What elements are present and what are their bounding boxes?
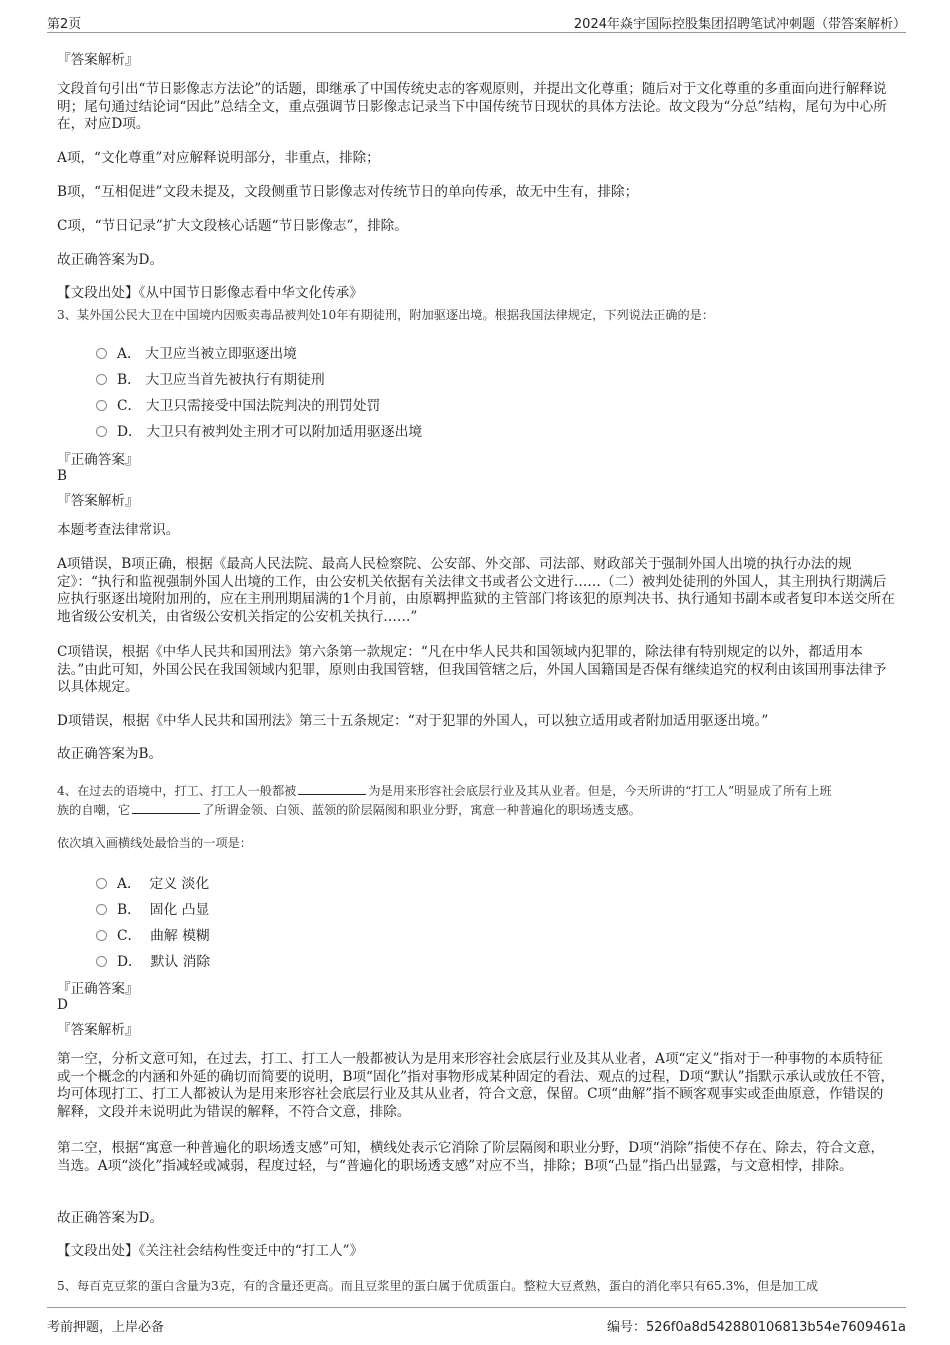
analysis-paragraph: D项错误，根据《中华人民共和国刑法》第三十五条规定：“对于犯罪的外国人，可以独立适用或者附加适用驱逐出境。”	[57, 713, 769, 729]
analysis-paragraph: 本题考查法律常识。	[57, 522, 180, 538]
option-c[interactable]	[96, 394, 380, 414]
document-title: 2024年焱宇国际控股集团招聘笔试冲刺题（带答案解析）	[573, 17, 906, 32]
analysis-label: 『答案解析』	[57, 1022, 139, 1038]
option-key: B．	[117, 372, 141, 388]
option-text: 大卫只有被判处主刑才可以附加适用驱逐出境	[146, 424, 423, 440]
question-text: 4、在过去的语境中，打工、打工人一般都被 为是用来形容社会底层行业及其从业者。但是，今天所讲的“打工人”明显成了所有上班 族的自嘲，它 了所谓金领、白领、蓝领的阶层隔阂和职业分野，寓意一种普遍化的职场透支感。	[57, 784, 832, 817]
analysis-paragraph: C项，“节日记录”扩大文段核心话题“节日影像志”，排除。	[57, 218, 408, 234]
radio-icon[interactable]	[96, 956, 107, 967]
page-footer	[47, 1307, 906, 1338]
question-text: 5、每百克豆浆的蛋白含量为3克，有的含量还更高。而且豆浆里的蛋白属于优质蛋白。整粒大豆煮熟，蛋白的消化率只有65.3%，但是加工成	[57, 1279, 819, 1293]
analysis-label: 『答案解析』	[57, 52, 139, 68]
analysis-paragraph: 故正确答案为D。	[57, 252, 164, 268]
radio-icon[interactable]	[96, 426, 107, 437]
analysis-paragraph: A项错误，B项正确，根据《最高人民法院、最高人民检察院、公安部、外交部、司法部、财政部关于强制外国人出境的执行办法的规定》：“执行和监视强制外国人出境的工作，由公安机关依据有关法律文书或者公文进行……（二）被判处徒刑的外国人，其主刑执行期满后应执行驱逐出境附加刑的，应在主刑刑期届满的1个月前，由原羁押监狱的主管部门将该犯的原判决书、执行通知书副本或者复印本送交所在地省级公安机关，由省级公安机关指定的公安机关执行……”	[57, 556, 895, 625]
analysis-paragraph: A项，“文化尊重”对应解释说明部分，非重点，排除；	[57, 150, 380, 166]
option-text: 大卫应当被立即驱逐出境	[145, 346, 297, 362]
correct-answer-label: 『正确答案』	[57, 452, 139, 468]
correct-answer-label: 『正确答案』	[57, 981, 139, 997]
fill-blank	[298, 782, 366, 795]
source-citation: 【文段出处】《从中国节日影像志看中华文化传承》	[57, 285, 363, 301]
footer-slogan: 考前押题，上岸必备	[47, 1320, 165, 1335]
analysis-label: 『答案解析』	[57, 493, 139, 509]
option-a[interactable]	[96, 872, 209, 892]
option-text: 大卫只需接受中国法院判决的刑罚处罚	[145, 398, 381, 414]
analysis-paragraph: 文段首句引出“节日影像志方法论”的话题，即继承了中国传统史志的客观原则，并提出文化尊重；随后对于文化尊重的多重面向进行解释说明；尾句通过结论词“因此”总结全文，重点强调节日影像志记录当下中国传统节日现状的具体方法论。故文段为“分总”结构，尾句为中心所在，对应D项。	[57, 81, 887, 132]
fill-blank	[132, 801, 200, 814]
source-citation: 【文段出处】《关注社会结构性变迁中的“打工人”》	[57, 1243, 364, 1259]
analysis-paragraph: 故正确答案为B。	[57, 746, 163, 762]
option-key: C．	[117, 398, 142, 414]
option-b[interactable]	[96, 898, 209, 918]
option-text: 大卫应当首先被执行有期徒刑	[145, 372, 325, 388]
option-c[interactable]	[96, 924, 210, 944]
analysis-paragraph: 故正确答案为D。	[57, 1210, 164, 1226]
option-text: 默认 消除	[150, 954, 211, 970]
radio-icon[interactable]	[96, 348, 107, 359]
option-text: 定义 淡化	[149, 876, 210, 892]
page-number: 第2页	[47, 17, 82, 32]
option-a[interactable]	[96, 342, 297, 362]
option-key: A．	[117, 876, 141, 892]
option-key: C．	[117, 928, 142, 944]
analysis-paragraph: B项，“互相促进”文段未提及，文段侧重节日影像志对传统节日的单向传承，故无中生有，排除；	[57, 184, 639, 200]
analysis-paragraph: 第二空，根据“寓意一种普遍化的职场透支感”可知，横线处表示它消除了阶层隔阂和职业分野，D项“消除”指使不存在、除去，符合文意，当选。A项“淡化”指减轻或减弱，程度过轻，与“普遍化的职场透支感”对应不当，排除；B项“凸显”指凸出显露，与文意相悖，排除。	[57, 1140, 885, 1174]
option-key: A．	[117, 346, 141, 362]
analysis-paragraph: C项错误，根据《中华人民共和国刑法》第六条第一款规定：“凡在中华人民共和国领域内犯罪的，除法律有特别规定的以外，都适用本法。”由此可知，外国公民在我国领域内犯罪，原则由我国管辖，但我国管辖之后，外国人国籍国是否保有继续追究的权利由该国刑事法律予以具体规定。	[57, 644, 887, 695]
option-d[interactable]	[96, 950, 210, 970]
radio-icon[interactable]	[96, 930, 107, 941]
option-key: D．	[117, 954, 142, 970]
question-instruction: 依次填入画横线处最恰当的一项是：	[57, 836, 252, 850]
analysis-paragraph: 第一空，分析文意可知，在过去，打工、打工人一般都被认为是用来形容社会底层行业及其从业者，A项“定义”指对于一种事物的本质特征或一个概念的内涵和外延的确切而简要的说明，B项“固化”指对事物形成某种固定的看法、观点的过程，D项“默认”指默示承认或放任不管，均可体现打工、打工人都被认为是用来形容社会底层行业及其从业者，符合文意，保留。C项“曲解”指不顾客观事实或歪曲原意，作错误的解释，文段并未说明此为错误的解释，不符合文意，排除。	[57, 1051, 895, 1120]
option-key: B．	[117, 902, 141, 918]
radio-icon[interactable]	[96, 878, 107, 889]
option-text: 固化 凸显	[149, 902, 210, 918]
option-b[interactable]	[96, 368, 325, 388]
question-text: 3、某外国公民大卫在中国境内因贩卖毒品被判处10年有期徒刑，附加驱逐出境。根据我国法律规定，下列说法正确的是：	[57, 308, 715, 322]
correct-answer: B	[57, 468, 67, 484]
radio-icon[interactable]	[96, 904, 107, 915]
radio-icon[interactable]	[96, 400, 107, 411]
option-key: D．	[117, 424, 142, 440]
page-header	[47, 10, 906, 33]
document-id: 编号：526f0a8d542880106813b54e7609461a	[606, 1320, 906, 1335]
correct-answer: D	[57, 997, 68, 1013]
radio-icon[interactable]	[96, 374, 107, 385]
option-text: 曲解 模糊	[150, 928, 210, 944]
option-d[interactable]	[96, 420, 422, 440]
